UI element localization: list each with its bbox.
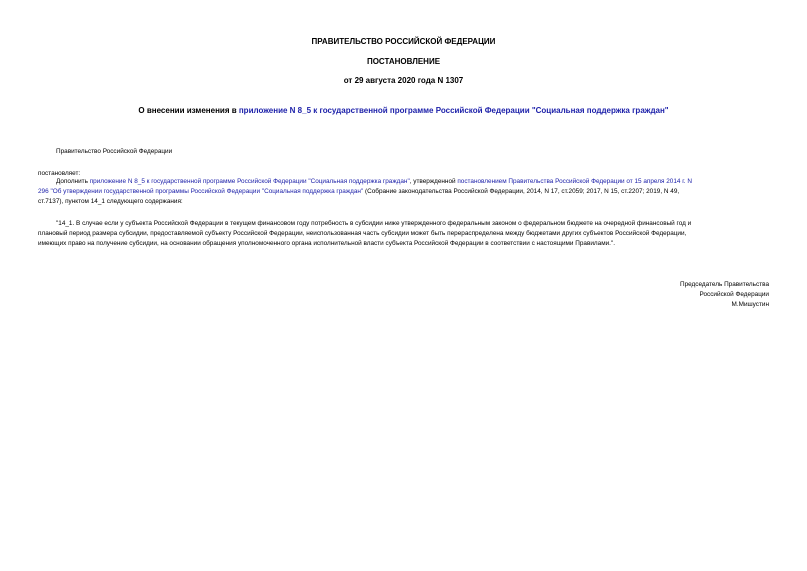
header-doc-type: ПОСТАНОВЛЕНИЕ	[366, 57, 441, 66]
decides-line: постановляет:	[38, 170, 81, 177]
paragraph-line-1	[56, 177, 692, 187]
quoted-line-1: "14_1. В случае если у субъекта Российской Федерации в текущем финансовом году потребность в субсидии ниже утвержденного федеральным законом о федеральном бюджете на очередной финансовый год и	[56, 220, 692, 227]
signature-position-2: Российской Федерации	[699, 291, 769, 298]
signature-name: М.Мишустин	[731, 301, 769, 308]
quoted-line-3: имеющих право на получение субсидии, на основании обращения уполномоченного органа исполнительной власти субъекта Российской Федерации в соответствии с настоящими Правилами.".	[38, 240, 615, 247]
signature-position-1: Председатель Правительства	[680, 281, 769, 288]
quoted-line-2: плановый период размера субсидии, предоставляемой субъекту Российской Федерации, неиспользованная часть субсидии может быть перераспределена между бюджетами других субъектов Российской Федерации,	[38, 230, 687, 237]
title-link[interactable]: приложение N 8_5 к государственной программе Российской Федерации "Социальная поддержка граждан"	[238, 106, 669, 115]
header-government: ПРАВИТЕЛЬСТВО РОССИЙСКОЙ ФЕДЕРАЦИИ	[311, 37, 496, 46]
paragraph-line-2	[38, 187, 679, 197]
title-prefix: О внесении изменения в	[138, 106, 239, 115]
program-appendix-link[interactable]: приложение N 8_5 к государственной программе Российской Федерации "Социальная поддержка граждан"	[89, 178, 410, 185]
document-title	[0, 106, 807, 116]
header-date-number: от 29 августа 2020 года N 1307	[343, 76, 464, 85]
p2-text-b: (Собрание законодательства Российской Федерации, 2014, N 17, ст.2059; 2017, N 15, ст.2207; 2019, N 49,	[363, 188, 680, 195]
paragraph-line-3: ст.7137), пунктом 14_1 следующего содержания:	[38, 198, 183, 205]
government-line: Правительство Российской Федерации	[56, 148, 173, 155]
program-approval-link[interactable]: "Об утверждении государственной программы Российской Федерации "Социальная поддержка граждан"	[50, 188, 364, 195]
p1-text-b: , утвержденной	[409, 178, 458, 185]
p1-text-a: Дополнить	[56, 178, 90, 185]
resolution-link-continued[interactable]: 296	[38, 188, 49, 195]
resolution-link[interactable]: постановлением Правительства Российской Федерации от 15 апреля 2014 г. N	[457, 178, 692, 185]
